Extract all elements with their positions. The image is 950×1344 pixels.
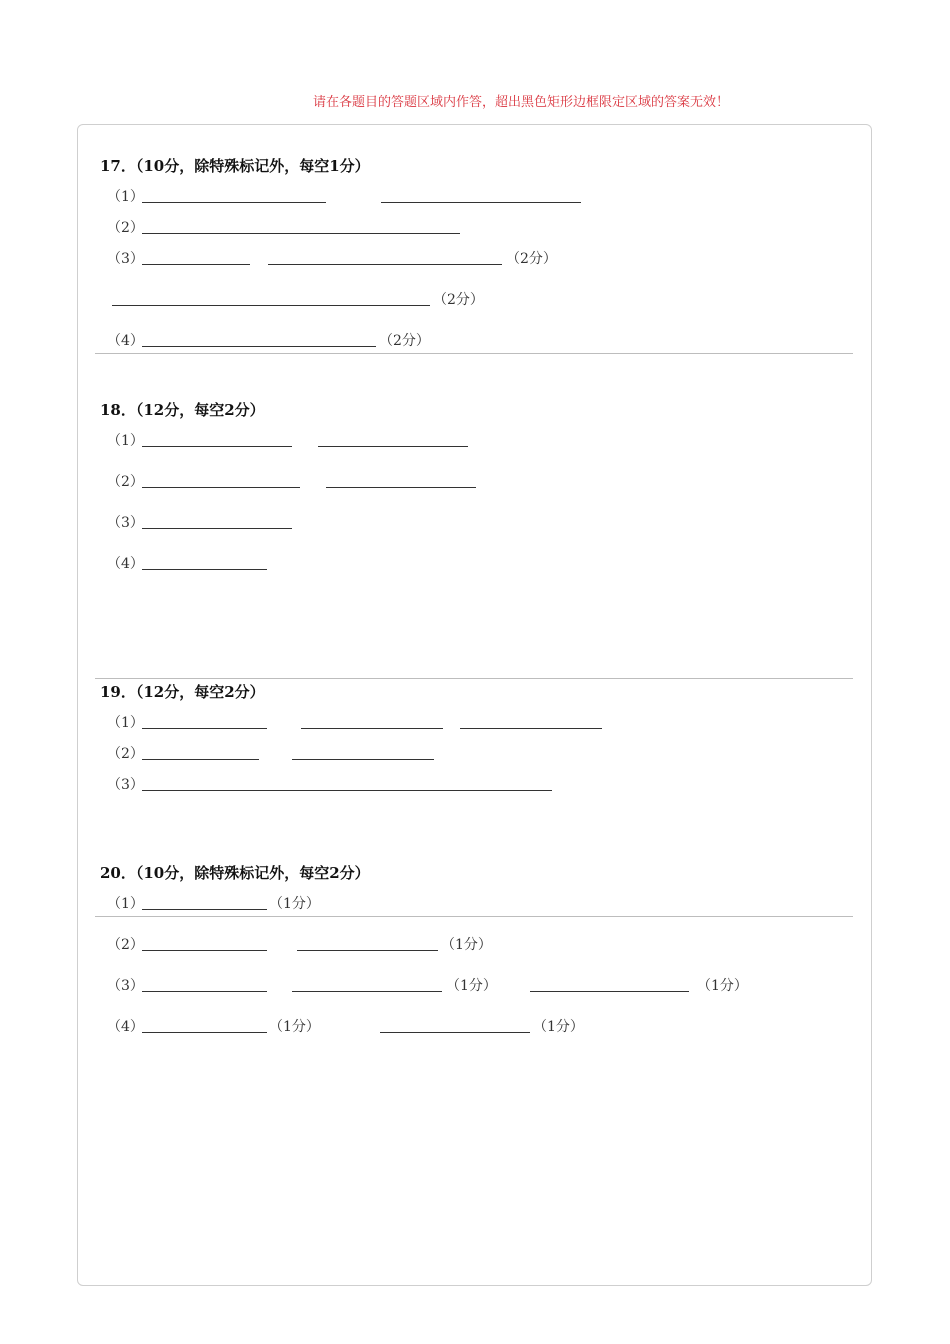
q20-4a-score: （1分）: [269, 1019, 320, 1035]
q18-1-blank-b[interactable]: [318, 446, 468, 447]
q20-3b-score: （1分）: [446, 978, 497, 994]
q19-part1-label: （1）: [107, 715, 144, 731]
q18-part4-label: （4）: [107, 556, 144, 572]
q18-part2-label: （2）: [107, 474, 144, 490]
q19-part3-label: （3）: [107, 777, 144, 793]
q17-3-blank-c[interactable]: [112, 305, 430, 306]
q20-3c-score: （1分）: [697, 978, 748, 994]
q18-1-blank-a[interactable]: [142, 446, 292, 447]
q18-part1-label: （1）: [107, 433, 144, 449]
q18-title: 18．（12分，每空2分）: [100, 401, 265, 419]
q19-2-blank-b[interactable]: [292, 759, 434, 760]
q20-part1-label: （1）: [107, 896, 144, 912]
q18-3-blank[interactable]: [142, 528, 292, 529]
q17-part2-label: （2）: [107, 220, 144, 236]
q20-4b-score: （1分）: [533, 1019, 584, 1035]
section-divider: [95, 353, 853, 354]
q20-title: 20．（10分，除特殊标记外，每空2分）: [100, 864, 370, 882]
q20-1-score: （1分）: [269, 896, 320, 912]
q17-4-score: （2分）: [379, 333, 430, 349]
q17-3c-score: （2分）: [433, 292, 484, 308]
q20-part2-label: （2）: [107, 937, 144, 953]
q20-4-blank-b[interactable]: [380, 1032, 530, 1033]
answer-area-notice: 请在各题目的答题区域内作答，超出黑色矩形边框限定区域的答案无效！: [312, 95, 729, 110]
q20-part3-label: （3）: [107, 978, 144, 994]
q18-part3-label: （3）: [107, 515, 144, 531]
q18-2-blank-b[interactable]: [326, 487, 476, 488]
q19-1-blank-b[interactable]: [301, 728, 443, 729]
q20-part4-label: （4）: [107, 1019, 144, 1035]
q17-2-blank[interactable]: [142, 233, 460, 234]
q19-1-blank-a[interactable]: [142, 728, 267, 729]
q18-4-blank[interactable]: [142, 569, 267, 570]
q19-3-blank[interactable]: [142, 790, 552, 791]
q19-title: 19．（12分，每空2分）: [100, 683, 265, 701]
q17-part4-label: （4）: [107, 333, 144, 349]
q17-1-blank-a[interactable]: [142, 202, 326, 203]
q20-2-score: （1分）: [441, 937, 492, 953]
q19-part2-label: （2）: [107, 746, 144, 762]
q17-1-blank-b[interactable]: [381, 202, 581, 203]
q20-3-blank-b[interactable]: [292, 991, 442, 992]
q17-3-blank-a[interactable]: [142, 264, 250, 265]
q19-2-blank-a[interactable]: [142, 759, 259, 760]
section-divider: [95, 678, 853, 679]
q20-3-blank-a[interactable]: [142, 991, 267, 992]
q17-part1-label: （1）: [107, 189, 144, 205]
q19-1-blank-c[interactable]: [460, 728, 602, 729]
q20-2-blank-b[interactable]: [297, 950, 438, 951]
q20-1-blank[interactable]: [142, 909, 267, 910]
q17-4-blank[interactable]: [142, 346, 376, 347]
q20-3-blank-c[interactable]: [530, 991, 689, 992]
q20-4-blank-a[interactable]: [142, 1032, 267, 1033]
q20-2-blank-a[interactable]: [142, 950, 267, 951]
section-divider: [95, 916, 853, 917]
q17-part3-label: （3）: [107, 251, 144, 267]
q17-3-blank-b[interactable]: [268, 264, 502, 265]
q17-title: 17．（10分，除特殊标记外，每空1分）: [100, 157, 370, 175]
q18-2-blank-a[interactable]: [142, 487, 300, 488]
q17-3-score: （2分）: [506, 251, 557, 267]
